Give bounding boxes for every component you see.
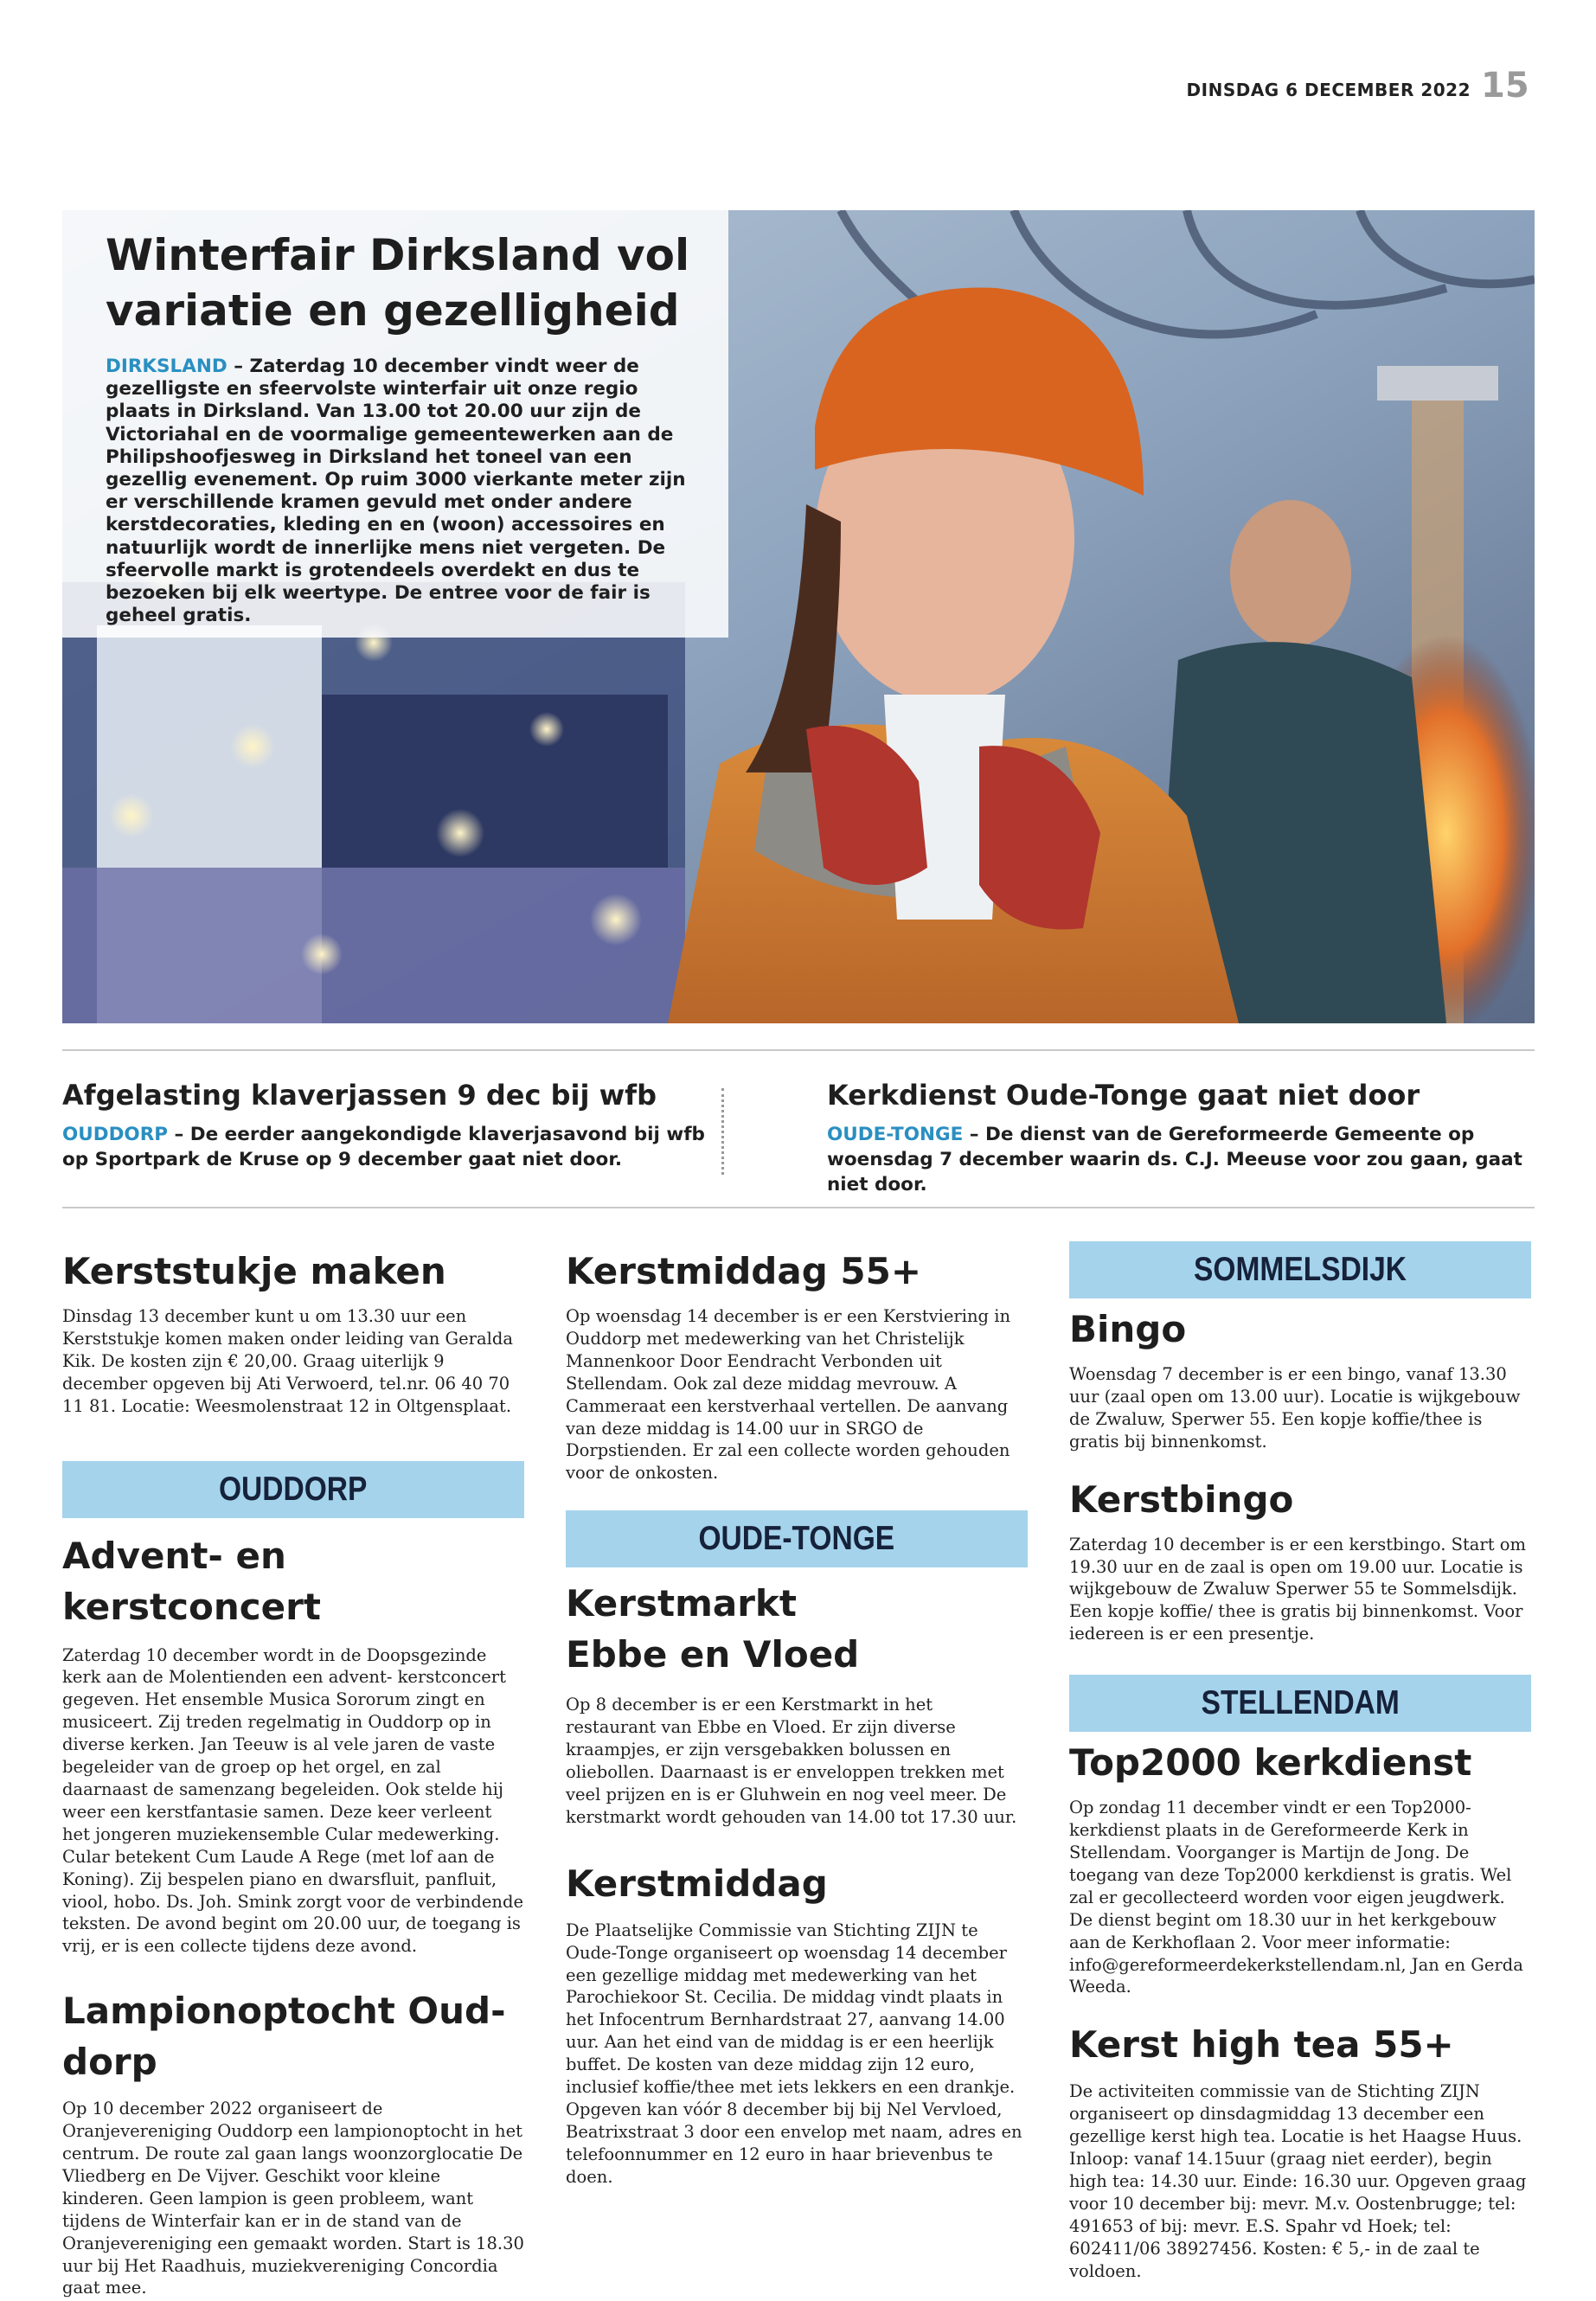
section-label: SOMMELSDIJK (1194, 1251, 1407, 1288)
short-item-klaverjassen (62, 1077, 720, 1172)
lead-article-title (106, 228, 702, 338)
article-body-kerstmiddag: De Plaatselijke Commissie van Stichting ZIJN te Oude-Tonge organiseert op woensdag 14 december een gezellige middag met medewerking van het Parochiekoor St. Cecilia. De middag vindt plaats in het Infocentrum Bernhardstraat 27, aanvang 14.00 uur. Aan het eind van de middag is er een heerlijk buffet. De kosten van deze middag zijn 12 euro, inclusief koffie/thee met iets lekkers en een drankje. Opgeven kan vóór 8 december bij bij Nel Vervloed, Beatrixstraat 3 door een envelop met naam, adres en telefoonnummer en 12 euro in haar brievenbus te doen. (566, 1920, 1022, 2187)
column-1 (62, 1246, 524, 2299)
article-title-kerststukje: Kerststukje maken (62, 1250, 446, 1292)
lead-title-line-1: Winterfair Dirksland vol (106, 230, 690, 280)
section-label: STELLENDAM (1201, 1684, 1400, 1722)
column-3 (1069, 1241, 1531, 2282)
short-item-text: – De dienst van de Gereformeerde Gemeente op woensdag 7 december waarin ds. C.J. Meeuse voor zou gaan, gaat niet door. (827, 1124, 1522, 1195)
lead-article-box (62, 210, 728, 638)
short-item-kerkdienst (827, 1077, 1535, 1197)
title-line-1: Lampionoptocht Oud- (62, 1990, 506, 2033)
dateline-place: OUDDORP (62, 1124, 169, 1145)
section-label: OUDDORP (219, 1470, 368, 1508)
section-band-oude-tonge (566, 1510, 1028, 1567)
article-title-lampion (62, 1985, 524, 2087)
short-item-body (62, 1122, 720, 1172)
divider-bottom (62, 1207, 1535, 1208)
column-2 (566, 1246, 1028, 2189)
article-body-bingo: Woensdag 7 december is er een bingo, vanaf 13.30 uur (zaal open om 13.00 uur). Locatie is wijkgebouw de Zwaluw, Sperwer 55. Een kopje koffie/thee is gratis bij binnenkomst. (1069, 1364, 1521, 1452)
title-line-1: Kerstmarkt (566, 1582, 797, 1625)
title-line-2: dorp (62, 2041, 157, 2084)
article-title-advent: Advent- en kerstconcert (62, 1534, 321, 1628)
article-body-kerstmarkt: Op 8 december is er een Kerstmarkt in het restaurant van Ebbe en Vloed. Er zijn diverse kraampjes, er zijn versgebakken bolussen en oliebollen. Daarnaast is er enveloppen trekken met veel prijzen en is er Gluhwein en nog veel meer. De kerstmarkt wordt gehouden van 14.00 tot 17.30 uur. (566, 1695, 1017, 1827)
article-title-kerstbingo: Kerstbingo (1069, 1477, 1294, 1521)
lead-article-text: – Zaterdag 10 december vindt weer de gezelligste en sfeervolste winterfair uit onze regio plaats in Dirksland. Van 13.00 tot 20.00 uur zijn de Victoriahal en de voormalige gemeentewerken aan de Philipshoofjesweg in Dirksland het toneel van een gezellig evenement. Op ruim 3000 vierkante meter zijn er verschillende kramen gevuld met onder andere kerstdecoraties, kleding en en (woon) accessoires en natuurlijk wordt de innerlijke mens niet vergeten. De sfeervolle markt is grotendeels overdekt en dus te bezoeken bij elk weertype. De entree voor de fair is geheel gratis. (106, 356, 686, 627)
article-body-hightea: De activiteiten commissie van de Stichting ZIJN organiseert op dinsdagmiddag 13 december een gezellige kerst high tea. Locatie is het Haagse Huus. Inloop: vanaf 14.15uur (graag niet eerder), begin high tea: 14.30 uur. Einde: 16.30 uur. Opgeven graag voor 10 december bij: mevr. M.v. Oostenbrugge; tel: 491653 of bij: mevr. E.S. Spahr vd Hoek; tel: 602411/06 38927456. Kosten: € 5,- in de zaal te voldoen. (1069, 2081, 1527, 2281)
article-title-kerstmiddag55: Kerstmiddag 55+ (566, 1250, 922, 1292)
lead-article-body (106, 356, 702, 627)
article-title-kerstmarkt (566, 1578, 1028, 1680)
section-label: OUDE-TONGE (698, 1520, 895, 1558)
article-body-lampion: Op 10 december 2022 organiseert de Oranjevereniging Ouddorp een lampionoptocht in het centrum. De route zal gaan langs woonzorglocatie De Vliedberg en De Vijver. Geschikt voor kleine kinderen. Geen lampion is geen probleem, want tijdens de Winterfair kan er in de stand van de Oranjevereniging een gemaakt worden. Start is 18.30 uur bij Het Raadhuis, muziekvereniging Concordia gaat mee. (62, 2099, 524, 2298)
title-line-2: Ebbe en Vloed (566, 1633, 860, 1676)
short-item-title: Kerkdienst Oude-Tonge gaat niet door (827, 1079, 1420, 1112)
article-body-top2000: Op zondag 11 december vindt er een Top2000-kerkdienst plaats in de Gereformeerde Kerk in Stellendam. Voorganger is Martijn de Jong. De toegang van deze Top2000 kerkdienst is gratis. Wel zal er gecollecteerd worden voor eigen jeugdwerk. De dienst begint om 18.30 uur in het kerkgebouw aan de Kerkhoflaan 2. Voor meer informatie: info@gereformeerdekerkstellendam.nl, Jan en Gerda Weeda. (1069, 1798, 1523, 1997)
section-band-sommelsdijk (1069, 1241, 1531, 1298)
page-date: DINSDAG 6 DECEMBER 2022 (1186, 80, 1471, 100)
article-title-hightea: Kerst high tea 55+ (1069, 2023, 1454, 2067)
article-title-bingo: Bingo (1069, 1308, 1187, 1350)
dotted-separator (721, 1088, 724, 1175)
section-band-ouddorp (62, 1461, 524, 1518)
dateline-place: OUDE-TONGE (827, 1124, 964, 1145)
short-item-text: – De eerder aangekondigde klaverjasavond bij wfb op Sportpark de Kruse op 9 december gaat niet door. (62, 1124, 705, 1170)
dateline-place: DIRKSLAND (106, 356, 228, 377)
article-body-kerststukje: Dinsdag 13 december kunt u om 13.30 uur een Kerststukje komen maken onder leiding van Geralda Kik. De kosten zijn € 20,00. Graag uiterlijk 9 december opgeven bij Ati Verwoerd, tel.nr. 06 40 70 11 81. Locatie: Weesmolenstraat 12 in Oltgensplaat. (62, 1306, 513, 1416)
article-body-advent: Zaterdag 10 december wordt in de Doopsgezinde kerk aan de Molentienden een advent- kerstconcert gegeven. Het ensemble Musica Sororum zingt en musiceert. Zij treden regelmatig in Ouddorp op in diverse kerken. Jan Teeuw is al vele jaren de vaste begeleider van de groep op het orgel, en zal daarnaast de samenzang begeleiden. Ook stelde hij weer een kerstfantasie samen. Deze keer verleent het jongeren muziekensemble Cular medewerking. Cular betekent Cum Laude A Rege (met lof aan de Koning). Zij bespelen piano en dwarsfluit, panfluit, viool, hobo. Ds. Joh. Smink zorgt voor de verbindende teksten. De avond begint om 20.00 uur, de toegang is vrij, er is een collecte tijdens deze avond. (62, 1644, 524, 1957)
short-item-body (827, 1122, 1535, 1197)
article-body-kerstbingo: Zaterdag 10 december is er een kerstbingo. Start om 19.30 uur en de zaal is open om 19.00 uur. Locatie is wijkgebouw de Zwaluw Sperwer 55 te Sommelsdijk. Een kopje koffie/ thee is gratis bij binnenkomst. Voor iedereen is er een presentje. (1069, 1534, 1527, 1644)
page-number: 15 (1481, 66, 1529, 106)
short-item-title: Afgelasting klaverjassen 9 dec bij wfb (62, 1079, 657, 1112)
section-band-stellendam (1069, 1675, 1531, 1732)
lead-title-line-2: variatie en gezelligheid (106, 285, 680, 336)
divider-top (62, 1049, 1535, 1051)
article-body-kerstmiddag55: Op woensdag 14 december is er een Kerstviering in Ouddorp met medewerking van het Christelijk Mannenkoor Door Eendracht Verbonden uit Stellendam. Ook zal deze middag mevrouw. A Cammeraat een kerstverhaal vertellen. De aanvang van deze middag is 14.00 uur in SRGO de Dorpstienden. Er zal een collecte worden gehouden voor de onkosten. (566, 1306, 1010, 1484)
article-title-top2000: Top2000 kerkdienst (1069, 1741, 1472, 1785)
article-title-kerstmiddag: Kerstmiddag (566, 1862, 828, 1905)
